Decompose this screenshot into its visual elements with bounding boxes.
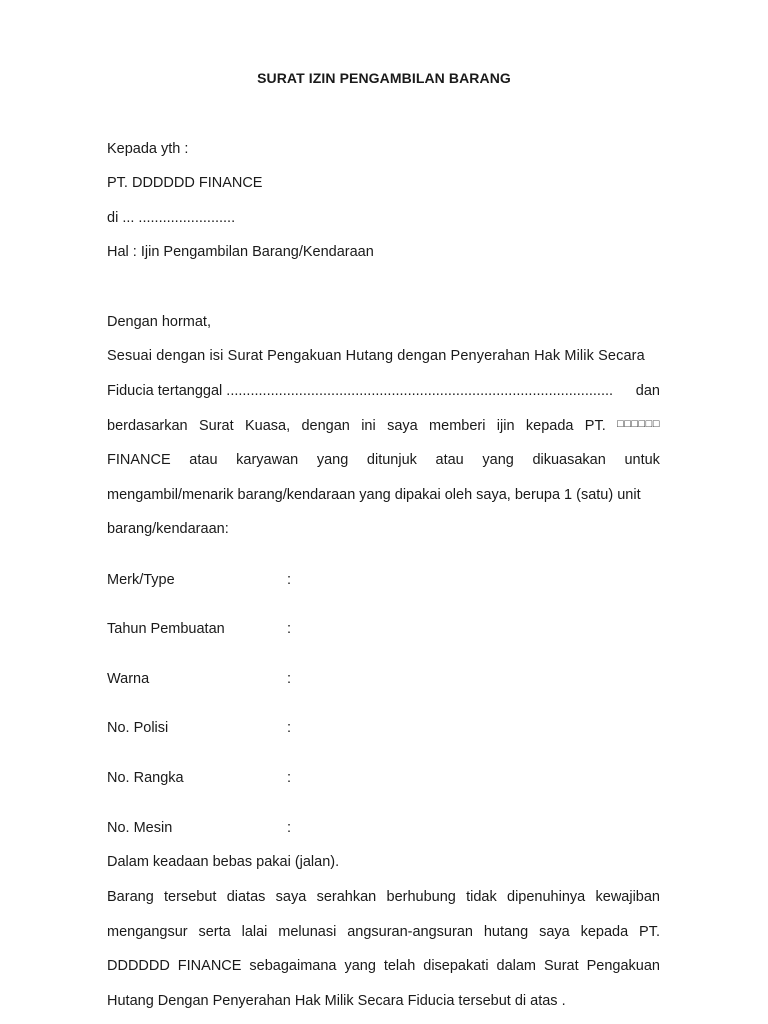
p1-l4-w4: ditunjuk	[366, 452, 417, 468]
p1-l4-w0: FINANCE	[107, 452, 171, 468]
paragraph2-line1	[107, 889, 660, 905]
p1-l4-w5: atau	[435, 452, 464, 468]
field-colon-warna: :	[287, 671, 292, 687]
p1-l3-w9: PT.	[584, 418, 606, 434]
p2-l1-w2: diatas	[226, 889, 266, 905]
p2-l1-w1: tersebut	[164, 889, 217, 905]
field-colon-polisi: :	[287, 720, 292, 736]
field-colon-tahun: :	[287, 621, 292, 637]
p2-l2-w7: kepada	[580, 924, 629, 940]
field-label-rangka: No. Rangka	[107, 770, 184, 786]
subject-line: Hal : Ijin Pengambilan Barang/Kendaraan	[107, 244, 374, 260]
p2-l1-w6: tidak	[466, 889, 497, 905]
p2-l2-w3: melunasi	[278, 924, 337, 940]
p2-l2-w4: angsuran-angsuran	[347, 924, 473, 940]
field-label-mesin: No. Mesin	[107, 820, 173, 836]
paragraph1-line4	[107, 452, 660, 468]
p1-l3-w7: ijin	[496, 418, 515, 434]
p2-l2-w1: serta	[198, 924, 231, 940]
p1-l4-w2: karyawan	[236, 452, 299, 468]
p2-l3-w6: dalam	[496, 958, 536, 974]
recipient-company: PT. DDDDDD FINANCE	[107, 175, 263, 191]
p2-l1-w3: saya	[275, 889, 307, 905]
p2-l1-w8: kewajiban	[595, 889, 660, 905]
p2-l1-w0: Barang	[107, 889, 154, 905]
paragraph1-line2-text: Fiducia tertanggal ................................................................................................	[107, 383, 614, 399]
p2-l1-w4: serahkan	[316, 889, 377, 905]
field-colon-rangka: :	[287, 770, 292, 786]
p2-l3-w3: yang	[344, 958, 376, 974]
p1-l3-w6: memberi	[429, 418, 486, 434]
p2-l1-w7: dipenuhinya	[507, 889, 586, 905]
p1-l3-w8: kepada	[525, 418, 574, 434]
paragraph1-line5	[107, 487, 660, 503]
p2-l1-w5: berhubung	[386, 889, 456, 905]
p1-l3-w5: saya	[387, 418, 418, 434]
paragraph1-line5-text: mengambil/menarik barang/kendaraan yang dipakai oleh saya, berupa 1 (satu) unit	[107, 487, 641, 503]
document-title: SURAT IZIN PENGAMBILAN BARANG	[257, 70, 511, 86]
p1-l4-w3: yang	[316, 452, 349, 468]
recipient-to-line: Kepada yth :	[107, 141, 189, 157]
field-label-warna: Warna	[107, 671, 150, 687]
p1-l4-w1: atau	[189, 452, 218, 468]
p2-l2-w2: lalai	[241, 924, 268, 940]
p2-l3-w8: Pengakuan	[586, 958, 660, 974]
paragraph1-line1	[107, 348, 660, 364]
p2-l3-w2: sebagaimana	[249, 958, 337, 974]
p2-l2-w5: hutang	[483, 924, 529, 940]
field-colon-mesin: :	[287, 820, 292, 836]
p2-l3-w7: Surat	[543, 958, 579, 974]
recipient-location: di ... ........................	[107, 210, 236, 226]
p2-l2-w0: mengangsur	[107, 924, 188, 940]
field-colon-merk: :	[287, 572, 292, 588]
p1-l3-w1: Surat	[198, 418, 234, 434]
paragraph2-line2	[107, 924, 660, 940]
p1-l4-w7: dikuasakan	[532, 452, 606, 468]
p2-l3-w1: FINANCE	[177, 958, 242, 974]
condition-line: Dalam keadaan bebas pakai (jalan).	[107, 854, 340, 870]
paragraph2-line3	[107, 958, 660, 974]
paragraph1-line2-end: dan	[635, 383, 660, 399]
paragraph2-line4: Hutang Dengan Penyerahan Hak Milik Secara Fiducia tersebut di atas .	[107, 993, 566, 1009]
p2-l3-w0: DDDDDD	[107, 958, 170, 974]
paragraph1-line6: barang/kendaraan:	[107, 521, 229, 537]
p1-l3-w4: ini	[361, 418, 376, 434]
p2-l2-w8: PT.	[639, 924, 660, 940]
p2-l3-w5: disepakati	[423, 958, 489, 974]
greeting: Dengan hormat,	[107, 314, 211, 330]
field-label-tahun: Tahun Pembuatan	[107, 621, 225, 637]
p2-l2-w6: saya	[539, 924, 570, 940]
p1-l4-w6: yang	[482, 452, 514, 468]
paragraph1-line3	[107, 418, 660, 434]
p1-l3-w2: Kuasa,	[244, 418, 291, 434]
paragraph1-line2	[107, 383, 660, 399]
p1-l3-w3: dengan	[301, 418, 350, 434]
p2-l3-w4: telah	[383, 958, 416, 974]
p1-l3-w10: □□□□□□	[617, 418, 660, 430]
field-label-merk: Merk/Type	[107, 572, 175, 588]
p1-l4-w8: untuk	[624, 452, 660, 468]
p1-l3-w0: berdasarkan	[107, 418, 188, 434]
paragraph1-line1-text: Sesuai dengan isi Surat Pengakuan Hutang dengan Penyerahan Hak Milik Secara	[107, 348, 645, 364]
field-label-polisi: No. Polisi	[107, 720, 169, 736]
